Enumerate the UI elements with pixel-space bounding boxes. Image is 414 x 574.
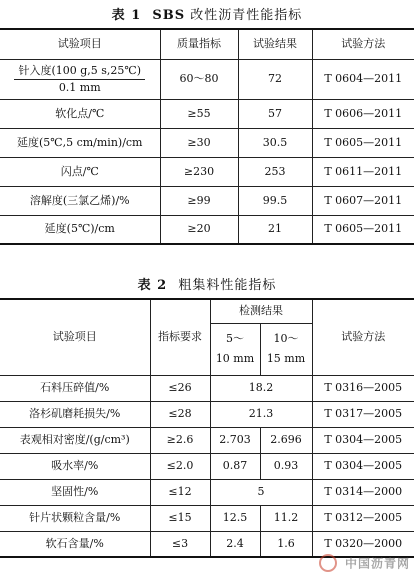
table2-spec: ≥2.6 — [150, 427, 210, 453]
table2-method: T 0304—2005 — [312, 427, 414, 453]
table1-title-bold: SBS — [152, 8, 186, 23]
table2-result-10-15: 11.2 — [260, 505, 312, 531]
table1-header-method: 试验方法 — [312, 29, 414, 59]
table-row — [0, 99, 414, 128]
table1 — [0, 28, 414, 245]
table2-result-10-15: 2.696 — [260, 427, 312, 453]
table1-caption — [0, 4, 414, 23]
table2-spec: ≤12 — [150, 479, 210, 505]
table2-result-5-10: 0.87 — [210, 453, 260, 479]
table-row — [0, 427, 414, 453]
table2-method: T 0314—2000 — [312, 479, 414, 505]
table-row — [0, 401, 414, 427]
table1-item: 延度(5℃)/cm — [0, 215, 160, 244]
table1-spec: ≥55 — [160, 99, 238, 128]
table1-header-spec: 质量指标 — [160, 29, 238, 59]
table2-method: T 0312—2005 — [312, 505, 414, 531]
table2-result-merged: 18.2 — [210, 375, 312, 401]
table2-header-row — [0, 299, 414, 323]
table1-item-denominator: 0.1 mm — [58, 80, 101, 94]
table1-result: 21 — [238, 215, 312, 244]
table2-result-5-10: 2.703 — [210, 427, 260, 453]
table1-title: 改性沥青性能指标 — [190, 8, 303, 23]
table2-item: 坚固性/% — [0, 479, 150, 505]
table-row — [0, 479, 414, 505]
table2-title: 粗集料性能指标 — [178, 278, 277, 293]
table1-item-numerator: 针入度(100 g,5 s,25℃) — [14, 64, 145, 80]
table2-header-spec: 指标要求 — [150, 299, 210, 375]
table1-header-item: 试验项目 — [0, 29, 160, 59]
watermark — [319, 554, 410, 572]
table2-item: 洛杉矶磨耗损失/% — [0, 401, 150, 427]
table1-number: 表 1 — [111, 8, 142, 23]
table2-method: T 0304—2005 — [312, 453, 414, 479]
table2-result-5-10: 12.5 — [210, 505, 260, 531]
table2-spec: ≤2.0 — [150, 453, 210, 479]
table2-header-method: 试验方法 — [312, 299, 414, 375]
table1-header-row — [0, 29, 414, 59]
table1-spec: ≥99 — [160, 186, 238, 215]
table2-spec: ≤3 — [150, 531, 210, 557]
size-range-unit: 10 mm — [215, 352, 255, 365]
table2-result-10-15: 0.93 — [260, 453, 312, 479]
table2-result-10-15: 1.6 — [260, 531, 312, 557]
size-range-label: 10～ — [273, 332, 299, 345]
table2-result-merged: 5 — [210, 479, 312, 505]
table1-item-fraction — [0, 59, 160, 99]
table1-item: 闪点/℃ — [0, 157, 160, 186]
table2-item: 石料压碎值/% — [0, 375, 150, 401]
table1-result: 253 — [238, 157, 312, 186]
table1-method: T 0605—2011 — [312, 215, 414, 244]
table1-result: 57 — [238, 99, 312, 128]
table2-spec: ≤15 — [150, 505, 210, 531]
table2-spec: ≤28 — [150, 401, 210, 427]
table2-item: 表观相对密度/(g/cm³) — [0, 427, 150, 453]
table2-header-results: 检测结果 — [210, 299, 312, 323]
table2-header-size-5-10 — [210, 323, 260, 375]
table1-spec: ≥230 — [160, 157, 238, 186]
table1-result: 99.5 — [238, 186, 312, 215]
table1-method: T 0606—2011 — [312, 99, 414, 128]
table2-header-item: 试验项目 — [0, 299, 150, 375]
table1-spec: ≥30 — [160, 128, 238, 157]
table1-spec: ≥20 — [160, 215, 238, 244]
table2-item: 针片状颗粒含量/% — [0, 505, 150, 531]
table2-item: 吸水率/% — [0, 453, 150, 479]
watermark-logo-icon — [319, 554, 337, 572]
table2-method: T 0317—2005 — [312, 401, 414, 427]
table2-method: T 0316—2005 — [312, 375, 414, 401]
table2-method: T 0320—2000 — [312, 531, 414, 557]
size-range-unit: 15 mm — [266, 352, 306, 365]
table1-header-result: 试验结果 — [238, 29, 312, 59]
table-row — [0, 215, 414, 244]
table1-method: T 0605—2011 — [312, 128, 414, 157]
table-row — [0, 186, 414, 215]
table2-result-5-10: 2.4 — [210, 531, 260, 557]
table1-item: 延度(5℃,5 cm/min)/cm — [0, 128, 160, 157]
table-row — [0, 157, 414, 186]
table2 — [0, 298, 414, 558]
table1-method: T 0607—2011 — [312, 186, 414, 215]
table1-item: 溶解度(三氯乙烯)/% — [0, 186, 160, 215]
watermark-text: 中国沥青网 — [344, 556, 410, 571]
table2-number: 表 2 — [137, 278, 168, 293]
table2-item: 软石含量/% — [0, 531, 150, 557]
table2-header-size-10-15 — [260, 323, 312, 375]
table1-result: 30.5 — [238, 128, 312, 157]
size-range-label: 5～ — [226, 332, 244, 345]
table1-result: 72 — [238, 59, 312, 99]
table-row — [0, 505, 414, 531]
table2-spec: ≤26 — [150, 375, 210, 401]
table-row — [0, 128, 414, 157]
table1-item: 软化点/℃ — [0, 99, 160, 128]
table-row — [0, 375, 414, 401]
table1-spec: 60～80 — [160, 59, 238, 99]
table1-method: T 0604—2011 — [312, 59, 414, 99]
table2-caption — [0, 274, 414, 293]
table2-result-merged: 21.3 — [210, 401, 312, 427]
table-row — [0, 59, 414, 99]
table-row — [0, 453, 414, 479]
table1-method: T 0611—2011 — [312, 157, 414, 186]
